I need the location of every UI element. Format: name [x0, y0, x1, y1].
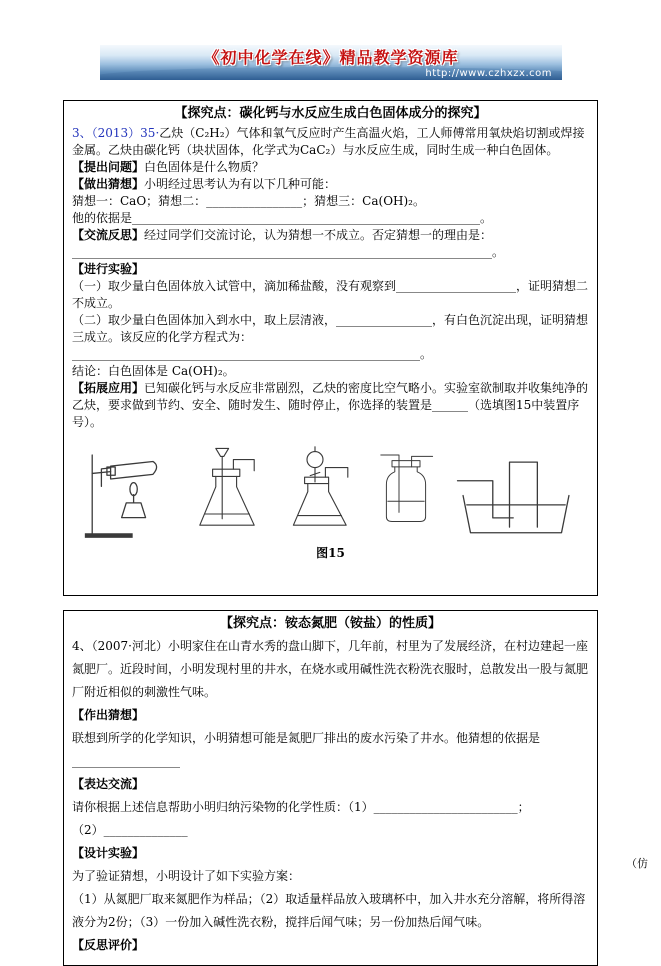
- section-extend: [72, 380, 589, 431]
- section-experiment: [72, 261, 589, 278]
- box1-title: 【探究点：碳化钙与水反应生成白色固体成分的探究】: [174, 106, 487, 121]
- section-reflect-label: 【交流反思】: [72, 228, 145, 242]
- box2-title: 【探究点：铵态氮肥（铵盐）的性质】: [219, 616, 441, 631]
- apparatus-funnel-flask-icon: [187, 438, 267, 542]
- section-ask-label: 【提出问题】: [72, 160, 145, 174]
- question-4-intro: [72, 635, 589, 704]
- section-guess-text: 小明经过思考认为有以下几种可能：: [144, 177, 337, 191]
- guess-basis-text: 联想到所学的化学知识，小明猜想可能是氮肥厂排出的废水污染了井水。他猜想的依据是: [72, 731, 541, 745]
- section-design-label: 【设计实验】: [72, 846, 145, 860]
- equation-blank-line: __________________________________________________________。: [72, 347, 433, 361]
- section-reflect: [72, 227, 589, 244]
- question-3-number: 3、（2013）35·: [72, 126, 160, 140]
- section-review-label: 【反思评价】: [72, 938, 145, 952]
- exchange-answer-2-line: （2）______________: [72, 823, 188, 837]
- conclusion-line: 结论：白色固体是 Ca(OH)₂。: [72, 364, 235, 378]
- apparatus-heating-setup-icon: [83, 438, 175, 542]
- section-exchange: [72, 773, 589, 796]
- section-make-guess-label: 【作出猜想】: [72, 708, 145, 722]
- design-intro-line: 为了验证猜想，小明设计了如下实验方案：: [72, 869, 301, 883]
- section-exchange-label: 【表达交流】: [72, 777, 145, 791]
- reflect-answer-blank: ______________________________________________________________________。: [72, 245, 505, 259]
- guess-basis-line: 他的依据是__________________________________________________________。: [72, 211, 493, 225]
- apparatus-dropping-funnel-flask-icon: [279, 438, 359, 542]
- question-4-text: 小明家住在山青水秀的盘山脚下，几年前，村里为了发展经济，在村边建起一座氮肥厂。近段时间，小明发现村里的井水，在烧水或用碱性洗衣粉洗衣服时，总散发出一股与氮肥厂附近相似的刺激性气味。: [72, 639, 589, 699]
- site-banner: [100, 45, 562, 80]
- section-reflect-text: 经过同学们交流讨论，认为猜想一不成立。否定猜想一的理由是：: [144, 228, 493, 242]
- figure-15-label: 图15: [316, 546, 345, 560]
- figure-15: [72, 436, 589, 542]
- section-make-guess: [72, 704, 589, 727]
- section-design: [72, 842, 589, 865]
- section-review: [72, 934, 589, 957]
- exchange-question-line: 请你根据上述信息帮助小明归纳污染物的化学性质：（1）________________________；: [72, 800, 530, 814]
- apparatus-water-collection-icon: [453, 438, 579, 542]
- section-guess-label: 【做出猜想】: [72, 177, 145, 191]
- section-extend-label: 【拓展应用】: [72, 381, 145, 395]
- page-margin-fragment: （仿: [626, 857, 648, 870]
- question-box-ammonium-fertilizer: [63, 610, 598, 966]
- section-ask: [72, 159, 589, 176]
- section-experiment-label: 【进行实验】: [72, 262, 145, 276]
- guess-basis-blank: __________________: [72, 754, 180, 768]
- question-3-text: 乙炔（C₂H₂）气体和氧气反应时产生高温火焰，工人师傅常用氧炔焰切割或焊接金属。乙炔由碳化钙（块状固体，化学式为CaC₂）与水反应生成，同时生成一种白色固体。: [72, 126, 585, 157]
- guess-options-line: 猜想一：CaO；猜想二：________________；猜想三：Ca(OH)₂。: [72, 194, 425, 208]
- apparatus-gas-washing-bottle-icon: [371, 438, 441, 542]
- experiment-step-1: （一）取少量白色固体放入试管中，滴加稀盐酸，没有观察到____________________，证明猜想二不成立。: [72, 279, 589, 310]
- section-extend-text: 已知碳化钙与水反应非常剧烈，乙炔的密度比空气略小。实验室欲制取并收集纯净的乙炔，要求做到节约、安全、随时发生、随时停止，你选择的装置是______（选填图15中装置序号）。: [72, 381, 589, 429]
- question-3-intro: [72, 125, 589, 159]
- banner-title: 《初中化学在线》精品教学资源库: [203, 48, 459, 67]
- question-box-calcium-carbide: [63, 100, 598, 596]
- section-guess: [72, 176, 589, 193]
- design-steps: （1）从氮肥厂取来氮肥作为样品；（2）取适量样品放入玻璃杯中，加入井水充分溶解，将所得溶液分为2份；（3）一份加入碱性洗衣粉，搅拌后闻气味；另一份加热后闻气味。: [72, 892, 586, 929]
- banner-url-link[interactable]: http://www.czhxzx.com: [425, 68, 552, 79]
- section-ask-text: 白色固体是什么物质？: [144, 160, 265, 174]
- question-4-number: 4、（2007·河北）: [72, 639, 168, 653]
- experiment-step-2: （二）取少量白色固体加入到水中，取上层清液，________________，有白色沉淀出现，证明猜想三成立。该反应的化学方程式为：: [72, 313, 589, 344]
